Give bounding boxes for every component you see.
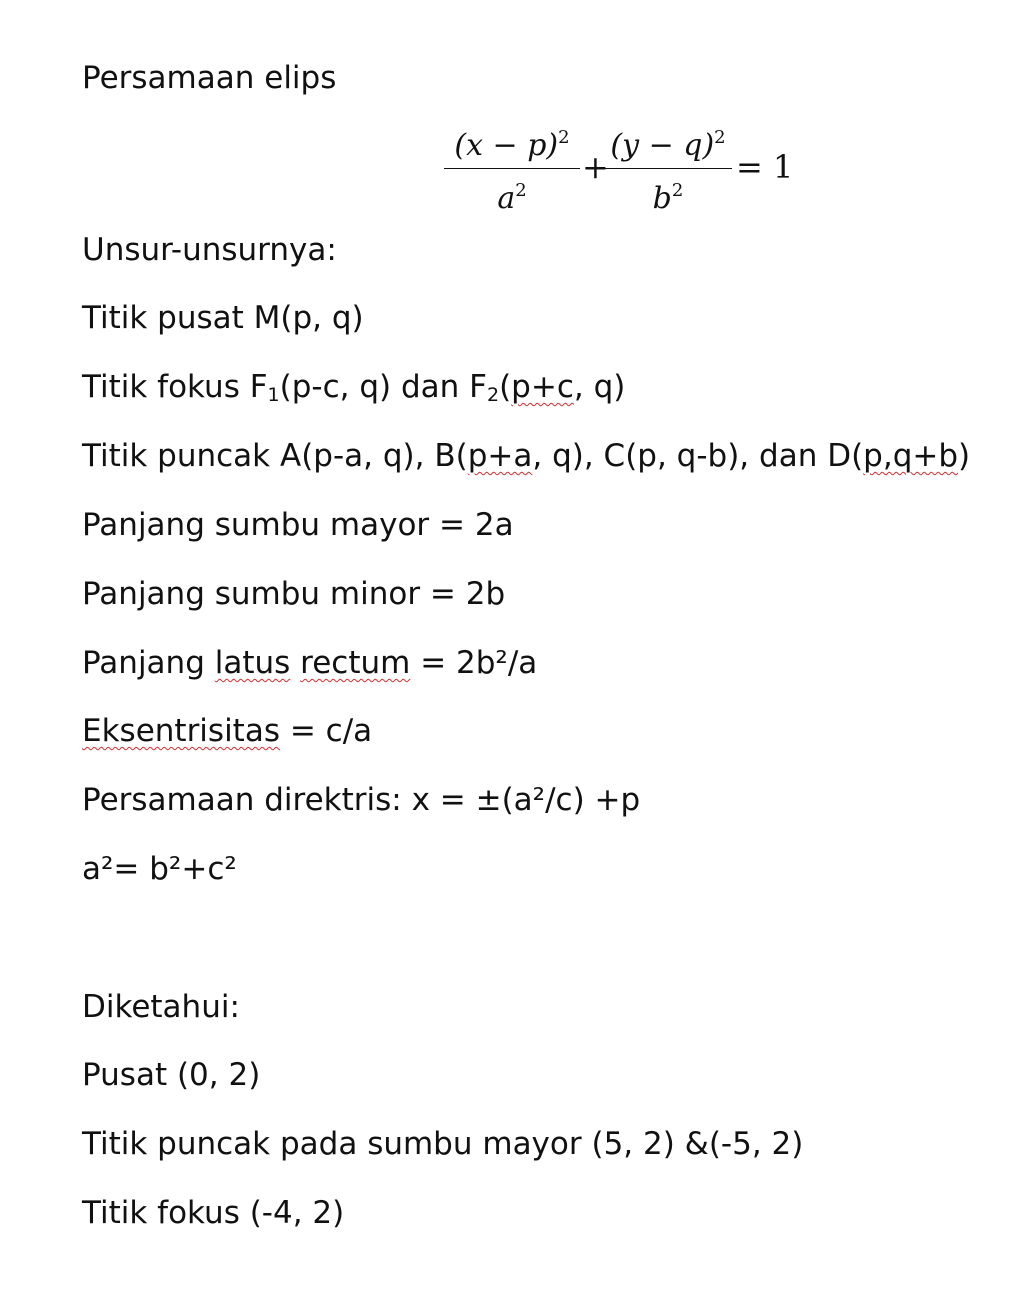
spellcheck-mark: p+c xyxy=(511,369,574,405)
fraction-bar xyxy=(444,168,580,169)
sumbu-minor-line: Panjang sumbu minor = 2b xyxy=(82,576,506,612)
numerator-y: (y − q) xyxy=(610,128,715,163)
fraction-x: $(x - p)^2$ $a^2$ xyxy=(444,118,580,219)
puncak-given-line: Titik puncak pada sumbu mayor (5, 2) &(-5, 2) xyxy=(82,1126,804,1162)
direktris-line: Persamaan direktris: x = ±(a²/c) +p xyxy=(82,782,641,818)
latus-rectum-line: Panjang latus rectum = 2b²/a xyxy=(82,645,538,681)
title: Persamaan elips xyxy=(82,60,337,96)
titik-fokus-line: Titik fokus $F_1(p-c$, q) dan $F_2(p+c$, q) xyxy=(82,369,626,406)
plus-sign: + xyxy=(582,148,609,186)
diketahui-heading: Diketahui: xyxy=(82,989,240,1025)
equals-one: = 1 xyxy=(736,148,794,186)
fokus-given-line: Titik fokus (-4, 2) xyxy=(82,1195,345,1231)
titik-pusat-line: Titik pusat M(p, q) xyxy=(82,300,364,336)
ellipse-equation xyxy=(444,118,794,216)
fraction-bar xyxy=(604,168,732,169)
relasi-line: a²= b²+c² xyxy=(82,851,237,887)
pusat-given-line: Pusat (0, 2) xyxy=(82,1057,261,1093)
numerator-x: (x − p) xyxy=(454,128,559,163)
spellcheck-mark: Eksentrisitas xyxy=(82,713,280,749)
denominator-a: a xyxy=(497,181,516,216)
spellcheck-mark: p,q+b xyxy=(863,438,959,474)
fraction-y: $(y - q)^2$ $b^2$ xyxy=(604,118,732,219)
denominator-b: b xyxy=(652,181,672,216)
spellcheck-mark: latus xyxy=(214,645,291,681)
spellcheck-mark: rectum xyxy=(300,645,411,681)
titik-puncak-line: Titik puncak A(p-a, q), B(p+a, q), C(p, q-b), dan D(p,q+b) xyxy=(82,438,971,474)
sumbu-mayor-line: Panjang sumbu mayor = 2a xyxy=(82,507,514,543)
eksentrisitas-line: Eksentrisitas = c/a xyxy=(82,713,373,749)
unsur-heading: Unsur-unsurnya: xyxy=(82,232,337,268)
spellcheck-mark: p+a xyxy=(467,438,533,474)
